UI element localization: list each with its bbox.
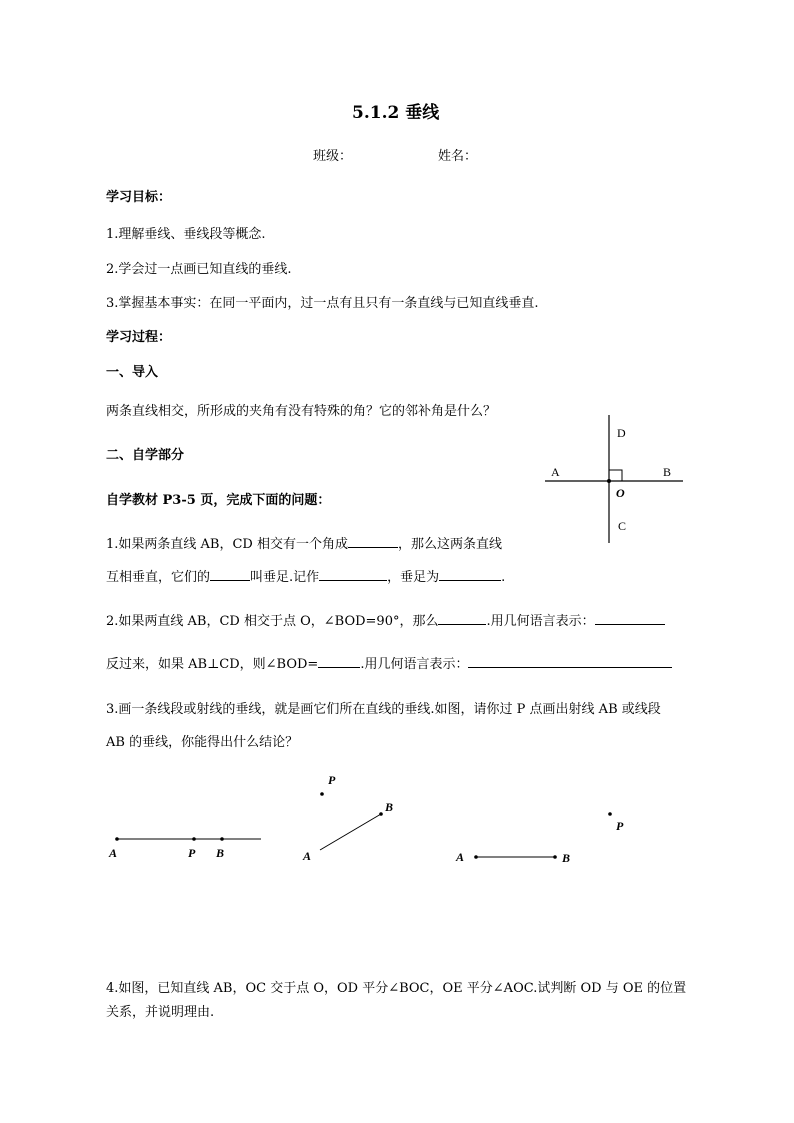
label-a: A (456, 850, 465, 864)
answer-blank[interactable] (438, 611, 486, 625)
label-c: C (618, 519, 627, 533)
q3-line2: AB 的垂线，你能得出什么结论？ (106, 735, 299, 750)
self-study-heading: 二、自学部分 (106, 448, 185, 463)
label-p: P (616, 819, 624, 833)
q2-text: .用几何语言表示： (486, 614, 595, 629)
q1-text: 1.如果两条直线 AB，CD 相交有一个角成 (106, 537, 348, 552)
goal-item: 3.掌握基本事实：在同一平面内，过一点有且只有一条直线与已知直线垂直. (106, 296, 539, 311)
q1-text: ，那么这两条直线 (397, 537, 502, 552)
intro-text: 两条直线相交，所形成的夹角有没有特殊的角？它的邻补角是什么？ (106, 404, 497, 419)
q4-line2: 关系，并说明理由. (106, 1005, 215, 1020)
label-d: D (617, 426, 626, 440)
label-b: B (663, 465, 672, 479)
answer-blank[interactable] (318, 654, 360, 668)
q1-text: 叫垂足.记作 (250, 570, 320, 585)
q4-line1: 4.如图，已知直线 AB，OC 交于点 O，OD 平分∠BOC，OE 平分∠AOC.试判断 OD 与 OE 的位置 (106, 981, 687, 996)
q3-figure-3 (450, 800, 640, 870)
q3-line1: 3.画一条线段或射线的垂线，就是画它们所在直线的垂线.如图，请你过 P 点画出射线 AB 或线段 (106, 702, 661, 717)
class-label: 班级： (313, 149, 353, 164)
label-p: P (188, 846, 196, 860)
q1-text: 互相垂直，它们的 (106, 570, 211, 585)
answer-blank[interactable] (210, 567, 250, 581)
intro-heading: 一、导入 (106, 365, 159, 380)
q2-text: 2.如果两直线 AB，CD 相交于点 O，∠BOD=90°，那么 (106, 614, 439, 629)
label-a: A (109, 846, 118, 860)
q1-line1 (106, 533, 502, 552)
label-a: A (551, 465, 560, 479)
q3-figure-2 (296, 766, 406, 866)
label-b: B (216, 846, 225, 860)
answer-blank[interactable] (439, 567, 501, 581)
answer-blank[interactable] (595, 611, 665, 625)
answer-blank[interactable] (348, 534, 398, 548)
q1-line2 (106, 566, 505, 585)
q2-text: .用几何语言表示： (360, 657, 469, 672)
label-b: B (562, 851, 571, 865)
name-label: 姓名： (438, 149, 478, 164)
q1-text: ，垂足为 (387, 570, 440, 585)
process-heading: 学习过程： (106, 330, 172, 345)
goal-item: 2.学会过一点画已知直线的垂线. (106, 262, 292, 277)
answer-blank[interactable] (319, 567, 387, 581)
self-study-task: 自学教材 P3-5 页，完成下面的问题： (106, 493, 331, 508)
q2-line2 (106, 653, 672, 672)
page-title: 5.1.2 垂线 (352, 103, 440, 123)
q2-text: 反过来，如果 AB⊥CD，则∠BOD= (106, 657, 319, 672)
label-p: P (328, 773, 336, 787)
label-b: B (385, 800, 394, 814)
q1-text: . (501, 570, 506, 585)
goals-heading: 学习目标： (106, 190, 172, 205)
answer-blank[interactable] (468, 654, 672, 668)
label-a: A (303, 849, 312, 863)
label-o: O (616, 486, 625, 500)
q2-line1 (106, 610, 665, 629)
perpendicular-figure (540, 410, 690, 550)
q3-figure-1 (100, 825, 270, 865)
goal-item: 1.理解垂线、垂线段等概念. (106, 227, 266, 242)
